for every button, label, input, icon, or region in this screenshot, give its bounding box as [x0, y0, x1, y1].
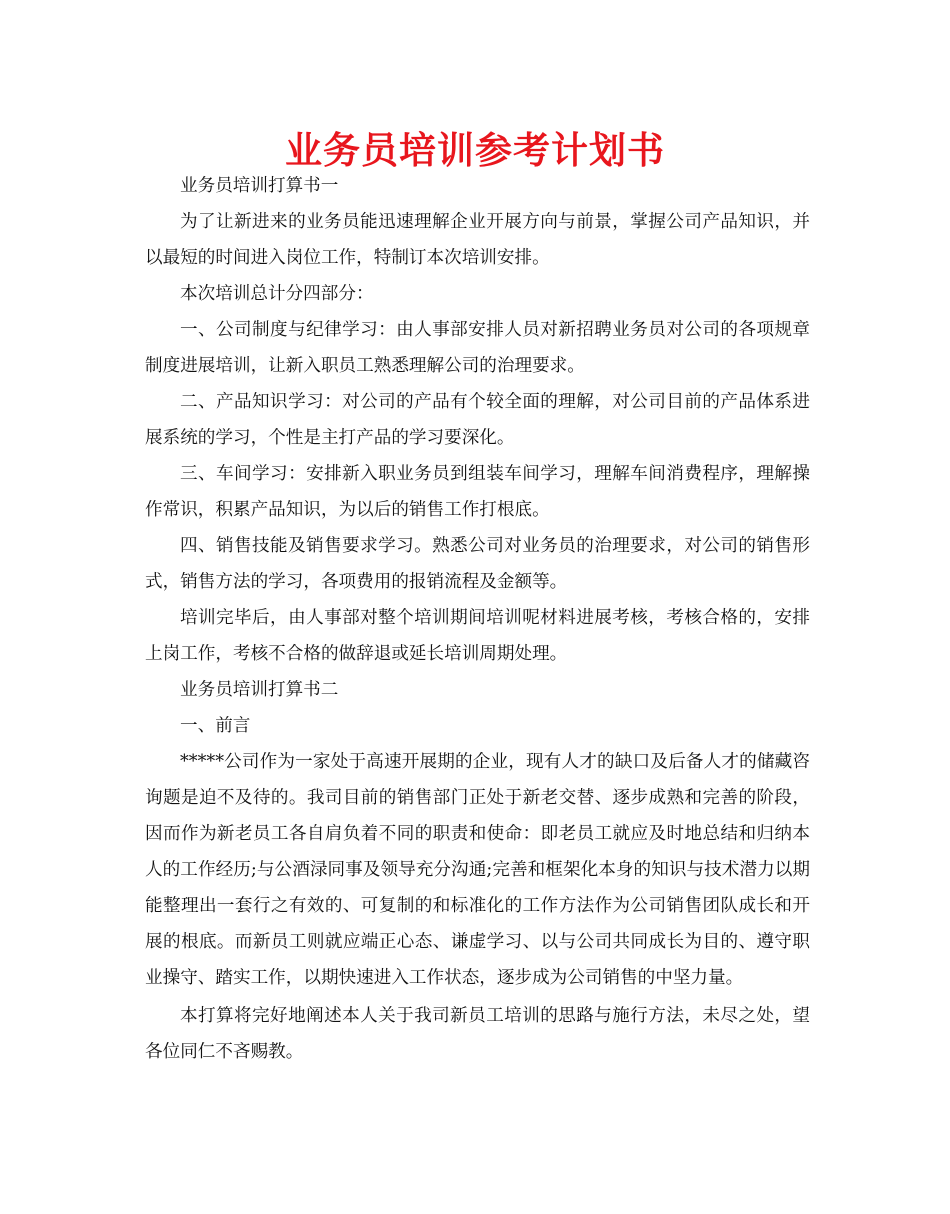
paragraph: 本打算将完好地阐述本人关于我司新员工培训的思路与施行方法，未尽之处，望各位同仁不吝赐教。	[145, 1006, 810, 1062]
paragraph: 为了让新进来的业务员能迅速理解企业开展方向与前景，掌握公司产品知识，并以最短的时间进入岗位工作，特制订本次培训安排。	[145, 212, 810, 268]
paragraph: 培训完毕后，由人事部对整个培训期间培训呢材料进展考核，考核合格的，安排上岗工作，考核不合格的做辞退或延长培训周期处理。	[145, 608, 810, 664]
paragraph: 三、车间学习：安排新入职业务员到组装车间学习，理解车间消费程序，理解操作常识，积累产品知识，为以后的销售工作打根底。	[145, 464, 810, 520]
section-heading: 一、前言	[180, 716, 251, 736]
paragraph: *****公司作为一家处于高速开展期的企业，现有人才的缺口及后备人才的储藏咨询题是迫不及待的。我司目前的销售部门正处于新老交替、逐步成熟和完善的阶段，因而作为新老员工各自肩负着不同的职责和使命：即老员工就应及时地总结和归纳本人的工作经历;与公酒渌同事及领导充分沟通;完善和框架化本身的知识与技术潜力以期能整理出一套行之有效的、可复制的和标准化的工作方法作为公司销售团队成长和开展的根底。而新员工则就应端正心态、谦虚学习、以与公司共同成长为目的、遵守职业操守、踏实工作，以期快速进入工作状态，逐步成为公司销售的中坚力量。	[145, 752, 810, 988]
paragraph: 四、销售技能及销售要求学习。熟悉公司对业务员的治理要求，对公司的销售形式，销售方法的学习，各项费用的报销流程及金额等。	[145, 536, 810, 592]
paragraph: 业务员培训打算书一	[180, 176, 339, 196]
document-title: 业务员培训参考计划书	[285, 129, 665, 172]
document-body	[145, 168, 810, 1070]
paragraph: 一、公司制度与纪律学习：由人事部安排人员对新招聘业务员对公司的各项规章制度进展培训，让新入职员工熟悉理解公司的治理要求。	[145, 320, 810, 376]
paragraph: 二、产品知识学习：对公司的产品有个较全面的理解，对公司目前的产品体系进展系统的学习，个性是主打产品的学习要深化。	[145, 392, 810, 448]
paragraph: 本次培训总计分四部分：	[180, 284, 374, 304]
section-heading: 业务员培训打算书二	[180, 680, 339, 700]
